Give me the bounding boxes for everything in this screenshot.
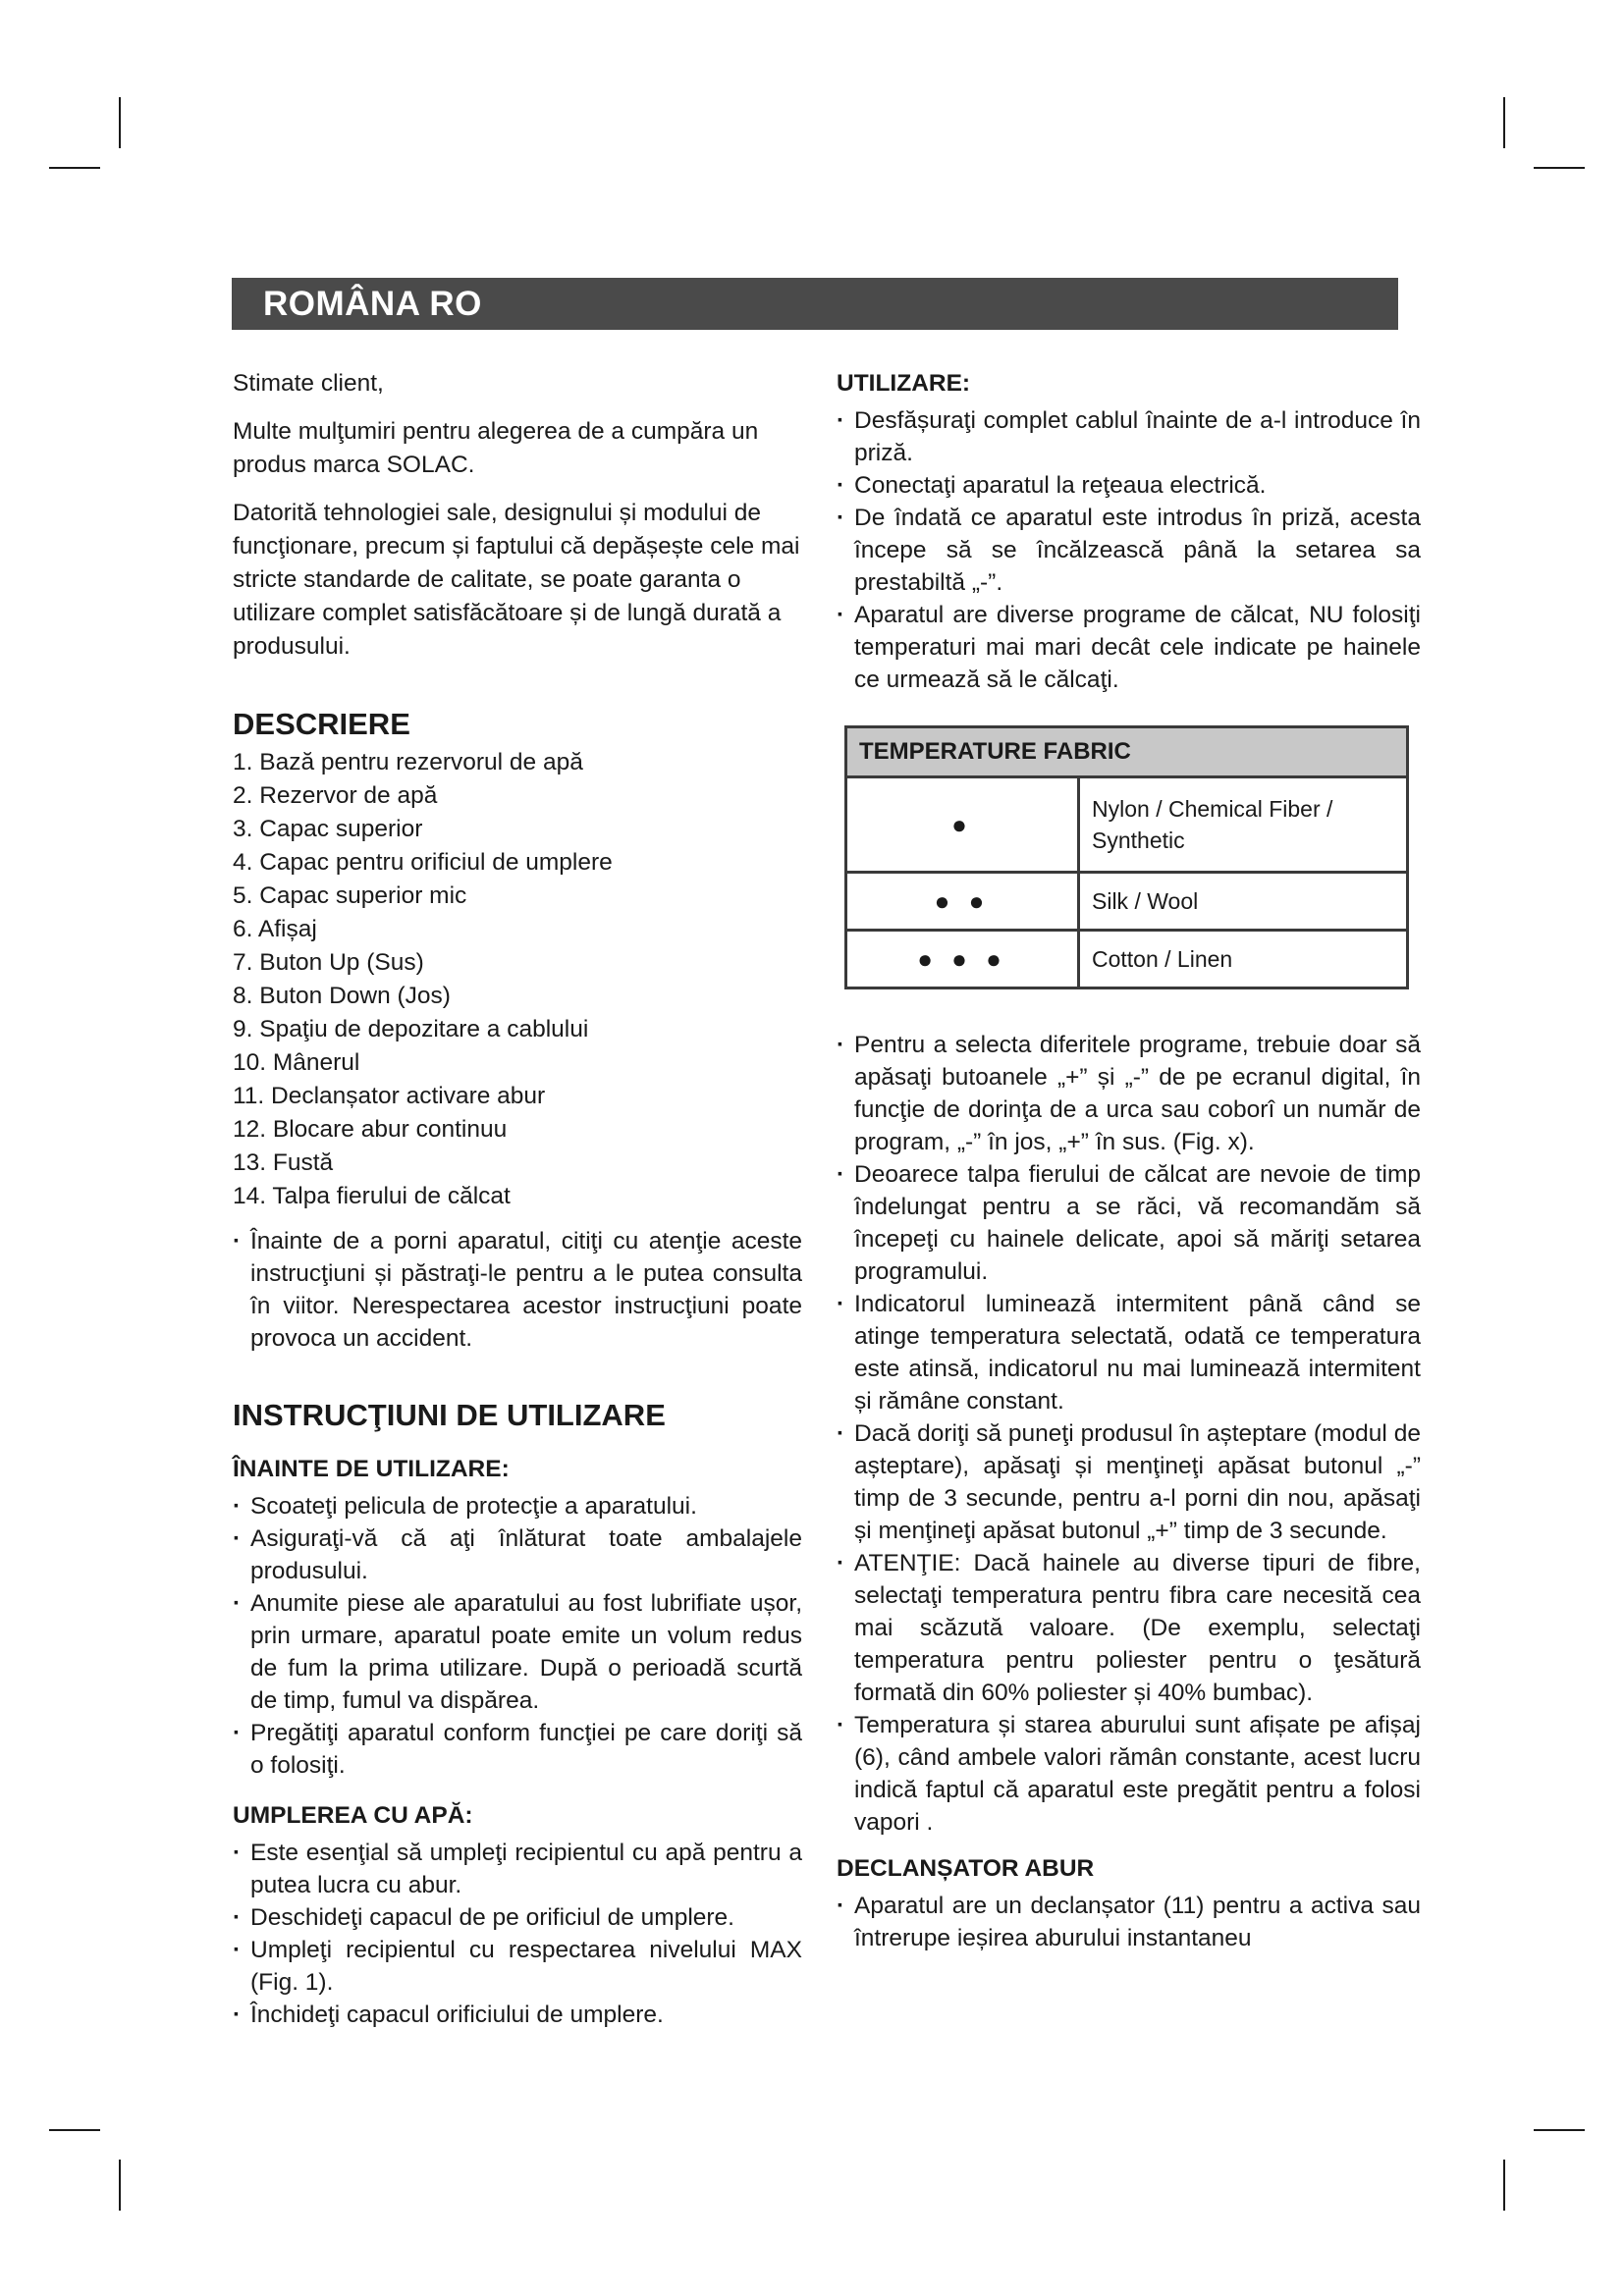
list-item: · ATENŢIE: Dacă hainele au diverse tipuri de fibre, selectaţi temperatura pentru fibra care necesită cea mai scăzută valoare. (De exemplu, selectaţi temperatura pentru poliester pentru o ţesătură formată din 60% poliester și 40% bumbac). [837, 1547, 1421, 1709]
list-item: 3. Capac superior [233, 816, 423, 842]
list-item: · Pregătiţi aparatul conform funcţiei pe care doriţi să o folosiţi. [233, 1717, 802, 1782]
filling-heading: UMPLEREA CU APĂ: [233, 1802, 473, 1829]
list-item: 6. Afișaj [233, 916, 317, 942]
crop-mark [1534, 167, 1585, 169]
table-row [846, 931, 1408, 988]
list-item: 2. Rezervor de apă [233, 782, 438, 809]
intro-paragraph: Datorită tehnologiei sale, designului și modului de funcţionare, precum și faptului că depășește cele mai stricte standarde de calitate, se poate garanta o utilizare complet satisfăcătoare și de lungă durată a produsului. [233, 500, 800, 660]
list-item: 1. Bază pentru rezervorul de apă [233, 749, 583, 775]
list-item: 12. Blocare abur continuu [233, 1116, 508, 1143]
crop-mark [49, 167, 100, 169]
list-item: 10. Mânerul [233, 1049, 360, 1076]
list-item: 11. Declanșator activare abur [233, 1083, 546, 1109]
warning-list [233, 1225, 802, 1355]
greeting: Stimate client, [233, 370, 384, 397]
usage-heading: UTILIZARE: [837, 370, 971, 397]
before-use-heading: ÎNAINTE DE UTILIZARE: [233, 1456, 510, 1482]
usage-list [837, 404, 1421, 696]
steam-heading: DECLANȘATOR ABUR [837, 1855, 1095, 1882]
list-item: · Desfășuraţi complet cablul înainte de a-l introduce în priză. [837, 404, 1421, 469]
list-item: · Deschideţi capacul de pe orificiul de umplere. [233, 1901, 802, 1934]
list-item: 4. Capac pentru orificiul de umplere [233, 849, 613, 876]
thanks-paragraph: Multe mulţumiri pentru alegerea de a cumpăra un produs marca SOLAC. [233, 418, 759, 478]
temperature-fabric-table [844, 725, 1409, 989]
left-column [233, 367, 802, 2039]
list-item: 7. Buton Up (Sus) [233, 949, 424, 976]
fabric-cell: Cotton / Linen [1079, 931, 1408, 988]
list-item: · Anumite piese ale aparatului au fost lubrifiate ușor, prin urmare, aparatul poate emite un volum redus de fum la prima utilizare. După o perioadă scurtă de timp, fumul va dispărea. [233, 1587, 802, 1717]
warning-text: · Înainte de a porni aparatul, citiţi cu atenţie aceste instrucţiuni și păstraţi-le pentru a le putea consulta în viitor. Nerespectarea acestor instrucţiuni poate provoca un accident. [233, 1225, 802, 1355]
list-item: · Deoarece talpa fierului de călcat are nevoie de timp îndelungat pentru a se răci, vă recomandăm să începeţi cu hainele delicate, apoi să măriţi setarea programului. [837, 1158, 1421, 1288]
fabric-cell: Silk / Wool [1079, 873, 1408, 931]
list-item: · De îndată ce aparatul este introdus în priză, acesta începe să se încălzească până la setarea sa prestabiltă „-”. [837, 502, 1421, 599]
list-item: · Umpleţi recipientul cu respectarea nivelului MAX (Fig. 1). [233, 1934, 802, 1999]
list-item: 5. Capac superior mic [233, 882, 467, 909]
crop-mark [119, 2160, 121, 2211]
fabric-cell: Nylon / Chemical Fiber / Synthetic [1079, 777, 1408, 873]
temperature-dots: ● ● [846, 873, 1079, 931]
crop-mark [1503, 2160, 1505, 2211]
list-item: 13. Fustă [233, 1149, 334, 1176]
list-item: · Aparatul are un declanșator (11) pentru a activa sau întrerupe ieșirea aburului instantaneu [837, 1890, 1421, 1954]
list-item: · Închideţi capacul orificiului de umplere. [233, 1999, 802, 2031]
right-column [837, 367, 1421, 1962]
steam-list [837, 1890, 1421, 1954]
crop-mark [49, 2129, 100, 2131]
list-item: · Este esenţial să umpleţi recipientul cu apă pentru a putea lucra cu abur. [233, 1837, 802, 1901]
temperature-dots: ● [846, 777, 1079, 873]
crop-mark [1534, 2129, 1585, 2131]
table-header: TEMPERATURE FABRIC [846, 727, 1408, 777]
filling-list [233, 1837, 802, 2031]
programs-list [837, 1029, 1421, 1839]
table-row [846, 873, 1408, 931]
list-item: · Dacă doriţi să puneţi produsul în așteptare (modul de așteptare), apăsaţi și menţineţi apăsat butonul „-” timp de 3 secunde, pentru a-l porni din nou, apăsaţi și menţineţi apăsat butonul „+” timp de 3 secunde. [837, 1417, 1421, 1547]
list-item: 9. Spaţiu de depozitare a cablului [233, 1016, 589, 1042]
crop-mark [1503, 97, 1505, 148]
crop-mark [119, 97, 121, 148]
list-item: · Asiguraţi-vă că aţi înlăturat toate ambalajele produsului. [233, 1522, 802, 1587]
list-item: 8. Buton Down (Jos) [233, 983, 451, 1009]
list-item: · Indicatorul luminează intermitent până când se atinge temperatura selectată, odată ce temperatura este atinsă, indicatorul nu mai luminează intermitent și rămâne constant. [837, 1288, 1421, 1417]
instructions-heading: INSTRUCŢIUNI DE UTILIZARE [233, 1398, 666, 1432]
list-item: · Pentru a selecta diferitele programe, trebuie doar să apăsaţi butoanele „+” și „-” de pe ecranul digital, în funcţie de dorinţa de a urca sau coborî un număr de program, „-” în jos, „+” în sus. (Fig. x). [837, 1029, 1421, 1158]
description-heading: DESCRIERE [233, 707, 410, 741]
list-item: · Conectaţi aparatul la reţeaua electrică. [837, 469, 1421, 502]
list-item: · Scoateţi pelicula de protecţie a aparatului. [233, 1490, 802, 1522]
list-item: · Aparatul are diverse programe de călcat, NU folosiţi temperaturi mai mari decât cele indicate pe hainele ce urmează să le călcaţi. [837, 599, 1421, 696]
table-row [846, 777, 1408, 873]
parts-list [233, 746, 802, 1213]
list-item: · Temperatura și starea aburului sunt afișate pe afișaj (6), când ambele valori rămân constante, acest lucru indică faptul că aparatul este pregătit pentru a folosi vapori . [837, 1709, 1421, 1839]
list-item: 14. Talpa fierului de călcat [233, 1183, 511, 1209]
before-use-list [233, 1490, 802, 1782]
language-banner: ROMÂNA RO [232, 278, 1398, 330]
temperature-dots: ● ● ● [846, 931, 1079, 988]
